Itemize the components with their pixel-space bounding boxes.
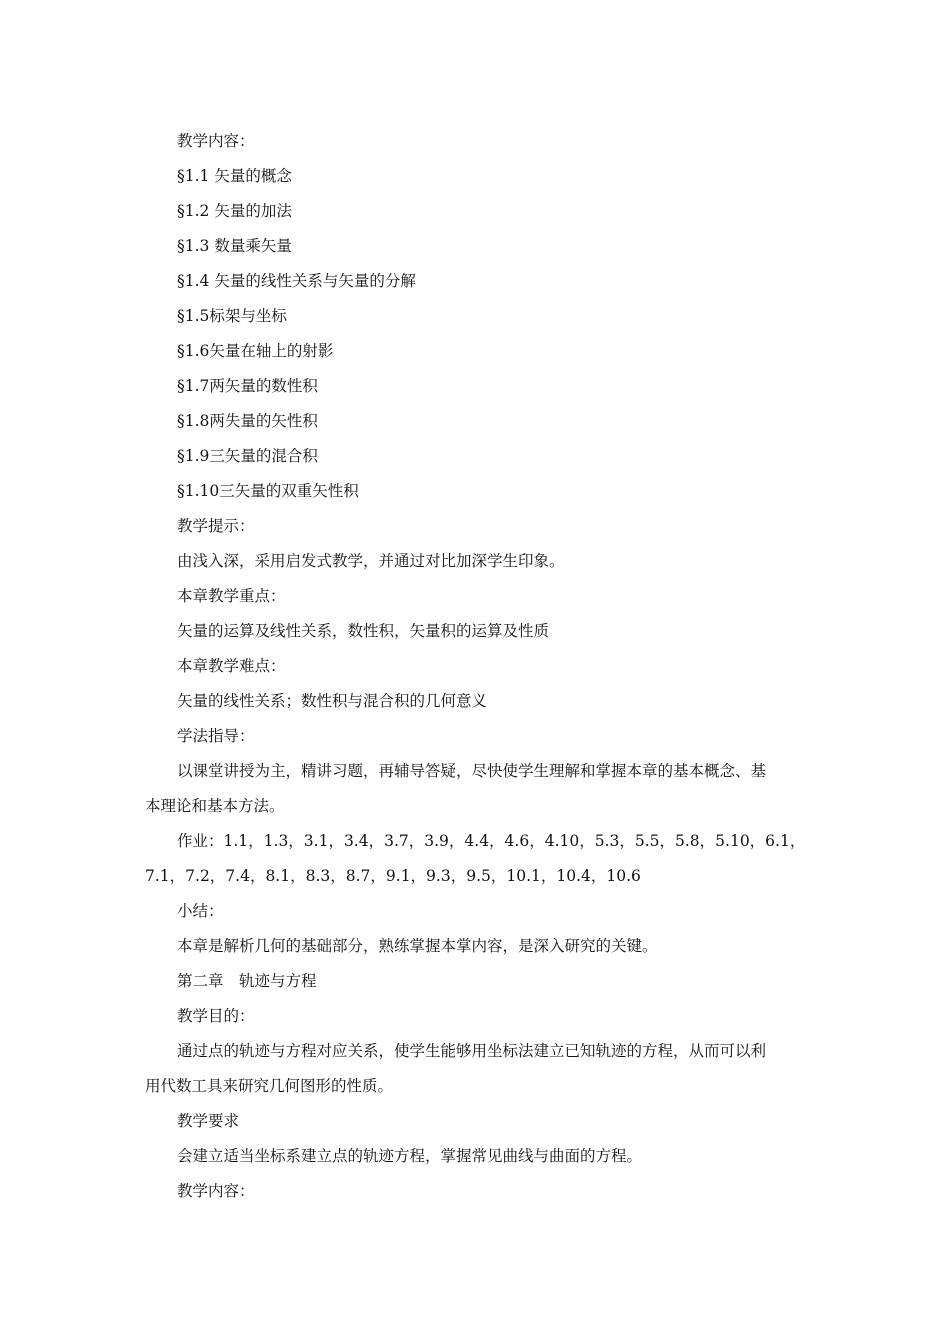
section-1-1: §1.1 矢量的概念 (177, 167, 292, 185)
section-1-10: §1.10三矢量的双重矢性积 (177, 482, 359, 500)
section-1-6: §1.6矢量在轴上的射影 (177, 342, 334, 360)
key-points-text: 矢量的运算及线性关系，数性积，矢量积的运算及性质 (177, 622, 550, 640)
summary-text: 本章是解析几何的基础部分，熟练掌握本掌内容，是深入研究的关键。 (177, 937, 658, 955)
study-guide-line-1: 以课堂讲授为主，精讲习题，再辅导答疑，尽快使学生理解和掌握本章的基本概念、基 (177, 762, 767, 780)
difficulties-text: 矢量的线性关系；数性积与混合积的几何意义 (177, 692, 488, 710)
section-1-9: §1.9三矢量的混合积 (177, 447, 318, 465)
teaching-tips-text: 由浅入深，采用启发式教学，并通过对比加深学生印象。 (177, 552, 565, 570)
heading-teaching-content: 教学内容： (177, 132, 255, 150)
section-1-8: §1.8两失量的矢性积 (177, 412, 318, 430)
heading-study-guide: 学法指导： (177, 727, 255, 745)
section-1-4: §1.4 矢量的线性关系与矢量的分解 (177, 272, 416, 290)
homework-paragraph (145, 824, 810, 894)
section-1-7: §1.7两矢量的数性积 (177, 377, 318, 395)
chapter-two-title: 第二章 轨迹与方程 (177, 972, 317, 990)
section-1-5: §1.5标架与坐标 (177, 307, 287, 325)
purpose-line-1: 通过点的轨迹与方程对应关系，使学生能够用坐标法建立已知轨迹的方程，从而可以利 (177, 1042, 767, 1060)
heading-teaching-purpose: 教学目的： (177, 1007, 255, 1025)
heading-summary: 小结： (177, 902, 224, 920)
heading-teaching-requirements: 教学要求 (177, 1112, 240, 1130)
heading-teaching-content-2: 教学内容： (177, 1182, 255, 1200)
heading-teaching-tips: 教学提示： (177, 517, 255, 535)
homework-line-2: 7.1，7.2，7.4，8.1，8.3，8.7，9.1，9.3，9.5，10.1，10.4，10.6 (145, 867, 641, 885)
purpose-paragraph (145, 1034, 810, 1104)
section-1-3: §1.3 数量乘矢量 (177, 237, 292, 255)
heading-key-points: 本章教学重点： (177, 587, 286, 605)
heading-difficulties: 本章教学难点： (177, 657, 286, 675)
purpose-line-2: 用代数工具来研究几何图形的性质。 (145, 1077, 394, 1095)
section-1-2: §1.2 矢量的加法 (177, 202, 292, 220)
requirements-text: 会建立适当坐标系建立点的轨迹方程，掌握常见曲线与曲面的方程。 (177, 1147, 643, 1165)
study-guide-paragraph (145, 754, 810, 824)
homework-line-1: 作业：1.1，1.3，3.1，3.4，3.7，3.9，4.4，4.6，4.10，5.3，5.5，5.8，5.10，6.1， (177, 832, 806, 850)
document-body (145, 124, 810, 1209)
study-guide-line-2: 本理论和基本方法。 (145, 797, 285, 815)
